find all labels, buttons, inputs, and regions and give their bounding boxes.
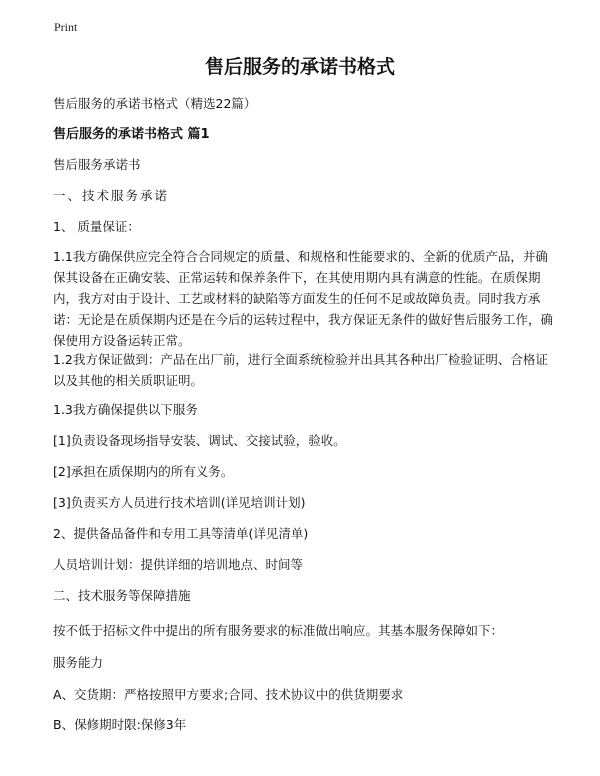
paragraph: A、交货期：严格按照甲方要求;合同、技术协议中的供货期要求	[53, 687, 404, 702]
paragraph: 2、提供备品备件和专用工具等清单(详见清单)	[53, 526, 309, 541]
paragraph: [1]负责设备现场指导安装、调试、交接试验，验收。	[53, 433, 346, 448]
section-heading: 售后服务的承诺书格式 篇1	[53, 127, 210, 142]
paragraph: 服务能力	[53, 655, 104, 670]
paragraph: [3]负责买方人员进行技术培训(详见培训计划)	[53, 495, 306, 510]
paragraph: 售后服务承诺书	[53, 157, 141, 172]
paragraph: 按不低于招标文件中提出的所有服务要求的标准做出响应。其基本服务保障如下：	[53, 623, 504, 638]
paragraph: 1.1我方确保供应完全符合合同规定的质量、和规格和性能要求的、全新的优质产品，并确保其设备在正确安装、正常运转和保养条件下，在其使用期内具有满意的性能。在质保期内，我方对由于设计、工艺或材料的缺陷等方面发生的任何不足或故障负责。同时我方承诺：无论是在质保期内还是在今后的运转过程中，我方保证无条件的做好售后服务工作，确保使用方设备运转正常。	[53, 249, 554, 348]
paragraph: 1.3我方确保提供以下服务	[53, 402, 198, 417]
paragraph: B、保修期时限:保修3年	[53, 717, 187, 732]
paragraph: [2]承担在质保期内的所有义务。	[53, 464, 234, 479]
paragraph: 1.2我方保证做到：产品在出厂前，进行全面系统检验并出具其各种出厂检验证明、合格证以及其他的相关质职证明。	[53, 352, 548, 388]
paragraph: 二、技术服务等保障措施	[53, 588, 191, 603]
print-label: Print	[54, 20, 78, 34]
paragraph: 一、技术服务承诺	[53, 188, 170, 203]
document-title: 售后服务的承诺书格式	[204, 56, 395, 78]
document-subtitle: 售后服务的承诺书格式（精选22篇）	[53, 96, 257, 111]
paragraph: 人员培训计划：提供详细的培训地点、时间等	[53, 557, 304, 572]
paragraph: 1、 质量保证：	[53, 219, 140, 234]
